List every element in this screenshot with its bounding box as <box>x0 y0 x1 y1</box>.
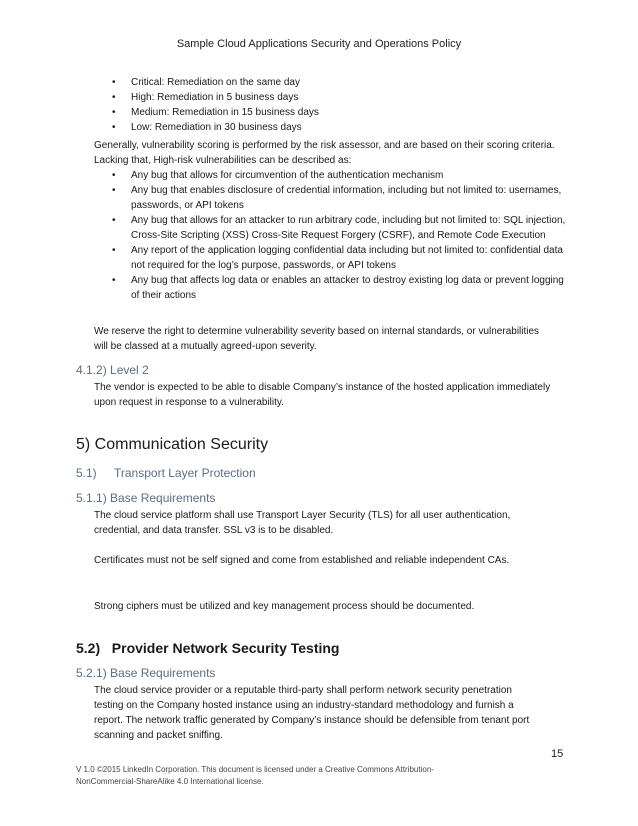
reserve-paragraph: We reserve the right to determine vulnerability severity based on internal standards, or vulnerabilities will be classed at a mutually agreed-upon severity. <box>94 326 540 352</box>
footer-line: V 1.0 ©2015 LinkedIn Corporation. This document is licensed under a Creative Commons Attribution- <box>76 765 434 774</box>
list-item: • High: Remediation in 5 business days <box>112 90 582 105</box>
section5-2-heading: 5.2) Provider Network Security Testing <box>76 640 340 656</box>
level2-body: The vendor is expected to be able to disable Company’s instance of the hosted application immediately upon request in response to a vulnerability. <box>94 382 551 408</box>
list-item: • Any bug that allows for circumvention of the authentication mechanism <box>112 168 568 183</box>
base-requirements-heading-2: 5.2.1) Base Requirements <box>76 666 216 680</box>
severity-list-block <box>112 75 582 135</box>
severity-list <box>112 75 582 135</box>
list-item: • Any bug that allows for an attacker to run arbitrary code, including but not limited to: SQL injection, Cross-Site Scripting (XSS) Cross-Site Request Forgery (CSRF), and Remote Code Execution <box>112 213 568 243</box>
list-item: • Critical: Remediation on the same day <box>112 75 582 90</box>
high-risk-list <box>112 168 568 303</box>
list-item: • Low: Remediation in 30 business days <box>112 120 582 135</box>
section5-heading: 5) Communication Security <box>76 436 269 453</box>
base-requirements-heading-1: 5.1.1) Base Requirements <box>76 491 216 505</box>
footer-line: NonCommercial-ShareAlike 4.0 International license. <box>76 777 264 786</box>
section5-1-heading <box>76 466 256 480</box>
list-item: • Any bug that affects log data or enables an attacker to destroy existing log data or prevent logging of their actions <box>112 273 568 303</box>
license-footer <box>76 764 434 788</box>
list-item: • Any bug that enables disclosure of credential information, including but not limited to: usernames, passwords, or API tokens <box>112 183 568 213</box>
list-item: • Any report of the application logging confidential data including but not limited to: confidential data not required for the log’s purpose, passwords, or API tokens <box>112 243 568 273</box>
page-number: 15 <box>551 748 564 760</box>
base1-paragraph-2: Certificates must not be self signed and come from established and reliable independent CAs. <box>94 555 510 566</box>
base1-paragraph-3: Strong ciphers must be utilized and key management process should be documented. <box>94 601 475 612</box>
base1-paragraph-1: The cloud service platform shall use Transport Layer Security (TLS) for all user authentication, credential, and data transfer. SSL v3 is to be disabled. <box>94 510 511 536</box>
base2-paragraph-1: The cloud service provider or a reputable third-party shall perform network security penetration testing on the Company hosted instance using an industry-standard methodology and furnish a report. The network traffic generated by Company’s instance should be defensible from tenant port scanning and packet sniffing. <box>94 685 530 741</box>
high-risk-list-block <box>112 168 568 303</box>
level2-heading: 4.1.2) Level 2 <box>76 363 149 377</box>
page-header: Sample Cloud Applications Security and Operations Policy <box>176 38 462 50</box>
section-title: Transport Layer Protection <box>114 466 256 480</box>
section-number: 5.1) <box>76 466 97 480</box>
list-item: • Medium: Remediation in 15 business days <box>112 105 582 120</box>
scoring-paragraph: Generally, vulnerability scoring is performed by the risk assessor, and are based on their scoring criteria. Lacking that, High-risk vulnerabilities can be described as: <box>94 140 555 166</box>
